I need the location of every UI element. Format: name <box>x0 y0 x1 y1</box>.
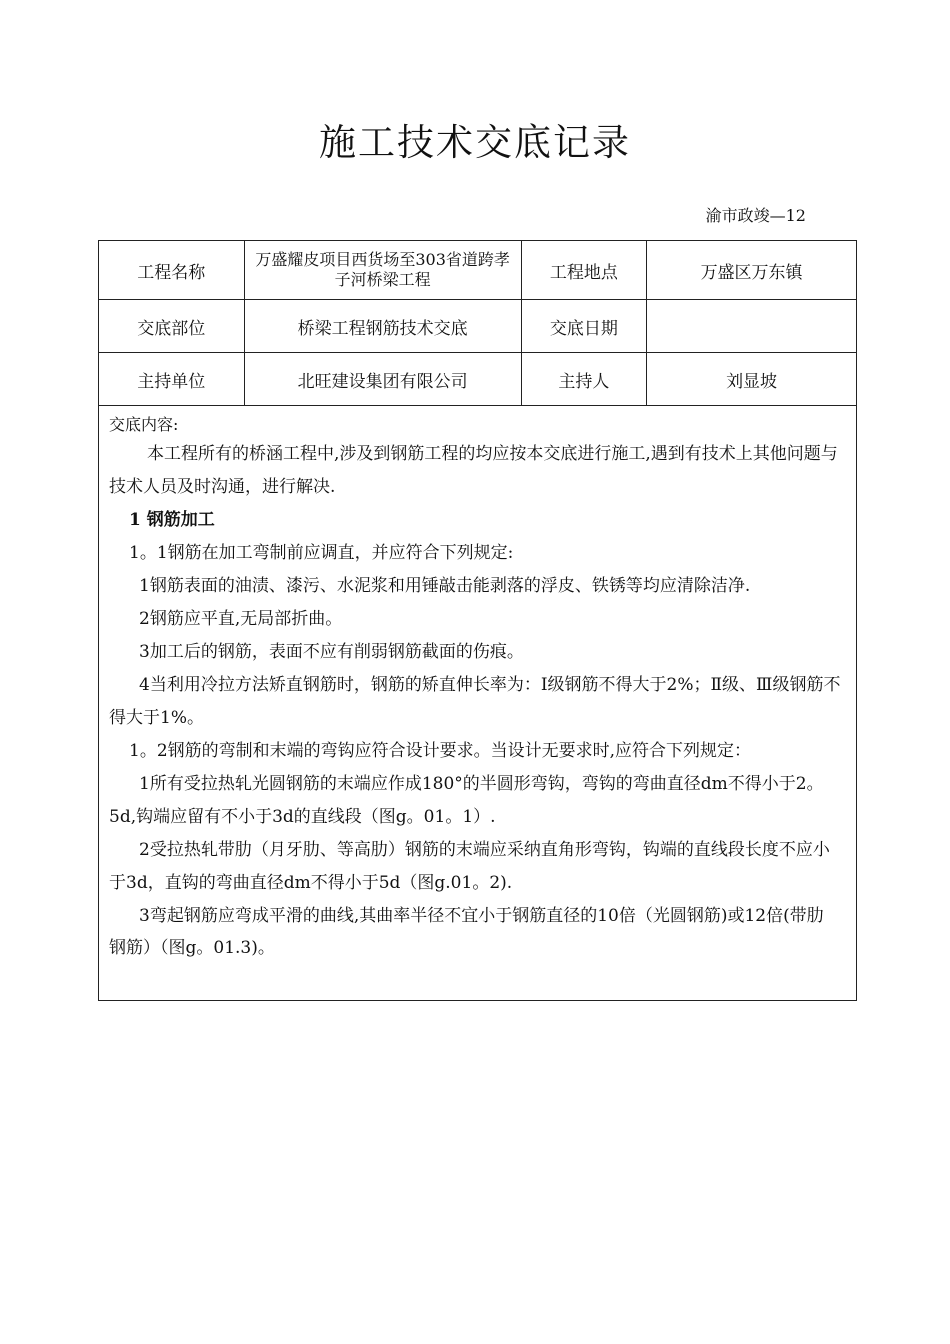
list-item: 1钢筋表面的油渍、漆污、水泥浆和用锤敲击能剥落的浮皮、铁锈等均应清除洁净. <box>139 576 751 596</box>
subsection-heading: 1。1钢筋在加工弯制前应调直，并应符合下列规定: <box>129 543 514 563</box>
record-table <box>98 240 857 1001</box>
list-item: 2受拉热轧带肋（月牙肋、等高肋）钢筋的末端应采纳直角形弯钩，钩端的直线段长度不应小于3d，直钩的弯曲直径dm不得小于5d（图g.01。2). <box>109 840 830 893</box>
host-unit-value: 北旺建设集团有限公司 <box>244 353 521 406</box>
list-item: 3弯起钢筋应弯成平滑的曲线,其曲率半径不宜小于钢筋直径的10倍（光圆钢筋)或12倍(带肋 <box>139 906 824 926</box>
list-item: 4当利用冷拉方法矫直钢筋时，钢筋的矫直伸长率为：Ⅰ级钢筋不得大于2%；Ⅱ级、Ⅲ级钢筋不得大于1%。 <box>109 675 841 728</box>
host-unit-label: 主持单位 <box>99 353 245 406</box>
part-value: 桥梁工程钢筋技术交底 <box>244 300 521 353</box>
date-value <box>647 300 857 353</box>
list-item: 2钢筋应平直,无局部折曲。 <box>139 609 343 629</box>
host-person-label: 主持人 <box>521 353 646 406</box>
section-heading: 1 钢筋加工 <box>129 510 215 530</box>
content-label: 交底内容: <box>109 415 179 434</box>
document-title: 施工技术交底记录 <box>319 121 631 164</box>
intro-paragraph: 本工程所有的桥涵工程中,涉及到钢筋工程的均应按本交底进行施工,遇到有技术上其他问题与技术人员及时沟通，进行解决. <box>109 444 838 497</box>
part-label: 交底部位 <box>99 300 245 353</box>
list-item-continuation: 钢筋）（图g。01.3)。 <box>109 938 275 958</box>
project-location-label: 工程地点 <box>521 241 646 300</box>
content-cell <box>99 406 857 1001</box>
subsection-heading: 1。2钢筋的弯制和末端的弯钩应符合设计要求。当设计无要求时,应符合下列规定： <box>129 741 752 761</box>
table-row <box>99 241 857 300</box>
project-location-value: 万盛区万东镇 <box>647 241 857 300</box>
list-item: 3加工后的钢筋，表面不应有削弱钢筋截面的伤痕。 <box>139 642 524 662</box>
date-label: 交底日期 <box>521 300 646 353</box>
document-number: 渝市政竣—12 <box>705 206 806 225</box>
list-item: 1所有受拉热轧光圆钢筋的末端应作成180°的半圆形弯钩，弯钩的弯曲直径dm不得小于2。5d,钩端应留有不小于3d的直线段（图g。01。1）. <box>109 774 824 827</box>
table-row <box>99 300 857 353</box>
project-name-label: 工程名称 <box>99 241 245 300</box>
project-name-value: 万盛耀皮项目西货场至303省道跨孝子河桥梁工程 <box>244 241 521 300</box>
table-row <box>99 406 857 1001</box>
table-row <box>99 353 857 406</box>
host-person-value: 刘显坡 <box>647 353 857 406</box>
